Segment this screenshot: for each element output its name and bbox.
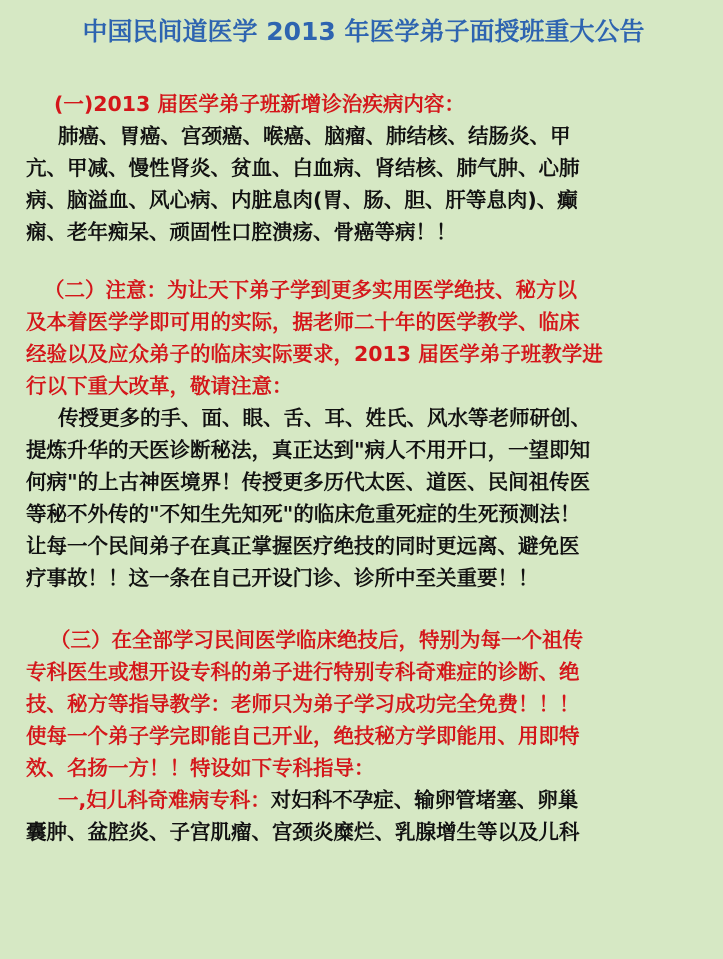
section3-red-line-4: 使每一个弟子学完即能自己开业，绝技秘方学即能用、用即特 xyxy=(26,724,580,748)
section2-black-line-1: 传授更多的手、面、眼、舌、耳、姓氏、风水等老师研创、 xyxy=(58,406,591,430)
section1-heading: (一)2013 届医学弟子班新增诊治疾病内容： xyxy=(54,92,465,116)
section2-black-line-5: 让每一个民间弟子在真正掌握医疗绝技的同时更远离、避免医 xyxy=(26,534,580,558)
section3-red-line-1: （三）在全部学习民间医学临床绝技后，特别为每一个祖传 xyxy=(50,628,583,652)
section3-sub-text: 对妇科不孕症、输卵管堵塞、卵巢 xyxy=(270,788,579,812)
section2-red-line-2: 及本着医学学即可用的实际，据老师二十年的医学教学、临床 xyxy=(26,310,580,334)
section2-black-line-3: 何病"的上古神医境界！传授更多历代太医、道医、民间祖传医 xyxy=(26,470,591,494)
section2-black-line-6: 疗事故！！这一条在自己开设门诊、诊所中至关重要！！ xyxy=(26,566,539,590)
section-specialty xyxy=(26,624,701,848)
section2-black-line-4: 等秘不外传的"不知生先知死"的临床危重死症的生死预测法！ xyxy=(26,502,581,526)
section3-red-line-2: 专科医生或想开设专科的弟子进行特别专科奇难症的诊断、绝 xyxy=(26,660,580,684)
section3-sub-heading: 一,妇儿科奇难病专科： xyxy=(58,788,271,812)
section1-line-1: 肺癌、胃癌、宫颈癌、喉癌、脑瘤、肺结核、结肠炎、甲 xyxy=(58,124,571,148)
section2-black-line-2: 提炼升华的天医诊断秘法，真正达到"病人不用开口，一望即知 xyxy=(26,438,591,462)
section2-red-line-1: （二）注意：为让天下弟子学到更多实用医学绝技、秘方以 xyxy=(44,278,577,302)
page-title: 中国民间道医学 2013 年医学弟子面授班重大公告 xyxy=(82,17,645,46)
section2-red-line-4: 行以下重大改革，敬请注意： xyxy=(26,374,293,398)
section3-subsection-line xyxy=(26,784,701,816)
section-new-diseases xyxy=(26,88,701,248)
section1-line-3: 病、脑溢血、风心病、内脏息肉(胃、肠、胆、肝等息肉)、癫 xyxy=(26,188,578,212)
section-notice xyxy=(26,274,701,594)
section1-line-4: 痫、老年痴呆、顽固性口腔溃疡、骨癌等病！！ xyxy=(26,220,457,244)
section1-line-2: 亢、甲减、慢性肾炎、贫血、白血病、肾结核、肺气肿、心肺 xyxy=(26,156,580,180)
section2-red-line-3: 经验以及应众弟子的临床实际要求，2013 届医学弟子班教学进 xyxy=(26,342,603,366)
section3-red-line-5: 效、名扬一方！！特设如下专科指导： xyxy=(26,756,375,780)
section3-red-line-3: 技、秘方等指导教学：老师只为弟子学习成功完全免费！！！ xyxy=(26,692,580,716)
section3-last-line: 囊肿、盆腔炎、子宫肌瘤、宫颈炎糜烂、乳腺增生等以及儿科 xyxy=(26,820,580,844)
